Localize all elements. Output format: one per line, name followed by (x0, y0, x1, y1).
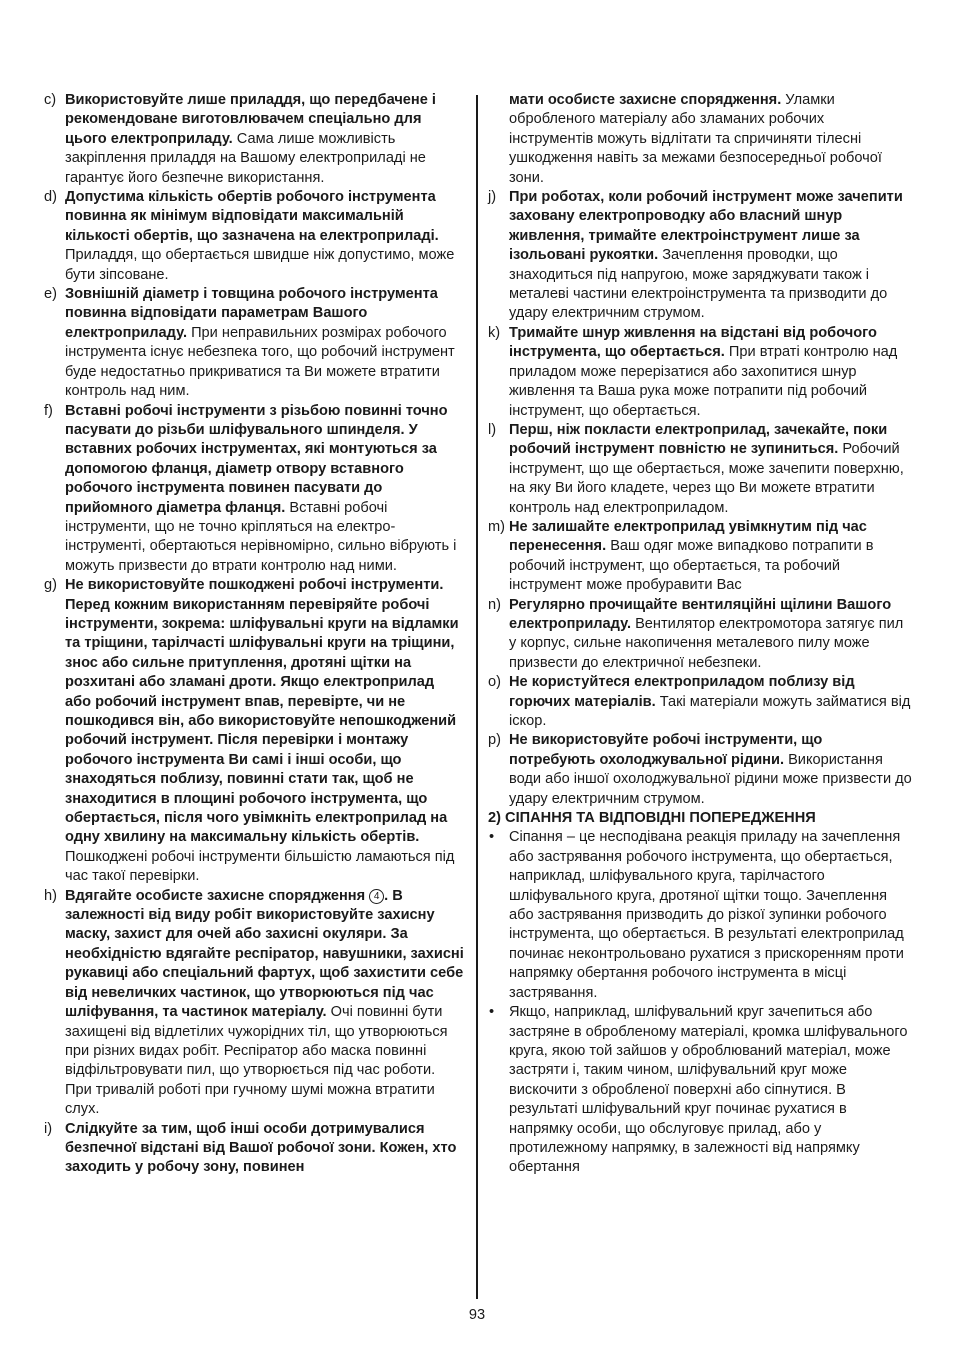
item-label: h) (44, 887, 57, 904)
item-e (44, 285, 464, 401)
item-bold-text: Слідкуйте за тим, щоб інші особи дотримувалися безпечної відстані від Вашої робочої зони. Кожен, хто заходить у робочу зону, повинен (65, 1120, 457, 1176)
bullet-marker: • (489, 1004, 495, 1021)
item-text: Ваш одяг може випадково потрапити в робочий інструмент, що обертається, та робочий інструмент може пробуравити Вас (509, 538, 874, 594)
item-n (488, 596, 912, 674)
item-label: m) (488, 518, 506, 535)
section-heading: 2) СІПАННЯ ТА ВІДПОВІДНІ ПОПЕРЕДЖЕННЯ (488, 810, 816, 827)
item-bold-text: При роботах, коли робочий інструмент може зачепити заховану електропроводку або власний шнур живлення, тримайте електроінструмент лише за ізольовані рукоятки. (509, 189, 903, 264)
item-bold-text: Зовнішній діаметр і товщина робочого інструмента повинна відповідати параметрам Вашого електроприладу. (65, 286, 438, 341)
item-p (488, 731, 912, 809)
item-bold-text: Тримайте шнур живлення на відстані від робочого інструмента, що обертається. (509, 324, 877, 361)
item-bold-text: Не користуйтеся електроприладом поблизу від горючих матеріалів. (509, 674, 855, 710)
bullet-text: Сіпання – це несподівана реакція приладу на зачеплення або застрявання робочого інструмента, що обертається, наприклад, шліфувального круга, тарілчастого шліфувального круга, дротяної щітки тощо. Зачеплення або застрявання призводить до різкої зупинки робочого інструмента, що обертається. В результаті електроприлад починає неконтрольовано рухатися з прискоренням проти напрямку обертання робочого інструмента в місці застрявання. (509, 829, 904, 1001)
item-o (488, 673, 912, 731)
item-label: d) (44, 189, 57, 206)
item-label: f) (44, 402, 53, 419)
item-label: k) (488, 324, 501, 341)
item-bold-text: Не використовуйте робочі інструменти, що потребують охолоджувальної рідини. (509, 732, 823, 768)
item-label: e) (44, 286, 57, 303)
item-label: j) (488, 189, 497, 206)
item-text: Сама лише можливість закріплення приладдя на Вашому електроприладі не гарантує його безпечне використання. (65, 130, 426, 186)
item-bold-text: Не використовуйте пошкоджені робочі інструменти. Перед кожним використанням перевіряйте робочі інструменти, зокрема: шліфувальні круги на відламки та тріщини, тарілчасті шліфувальні круги на тріщини, знос або сильне притуплення, дротяні щітки на розхитані або зламані дроти. Якщо електроприлад або робочий інструмент впав, перевірте, чи не пошкодився він, або використовуйте непошкоджений робочий інструмент. Після перевірки і монтажу робочого інструмента Ви самі і інші особи, що знаходяться поблизу, повинні стати так, щоб не знаходитися в площині робочого інструмента, що обертається, після чого увімкніть електроприлад на одну хвилину на максимальну кількість обертів. (65, 577, 459, 846)
item-i (44, 1120, 464, 1178)
item-text: Уламки обробленого матеріалу або зламаних робочих інструментів можуть відлітати та спричиняти тілесні ушкодження навіть за межами безпосередньої робочої зони. (509, 92, 882, 186)
item-label: o) (488, 674, 501, 691)
item-text: Використання води або іншої охолоджувальної рідини може призвести до удару електричним струмом. (509, 751, 912, 807)
item-bold-text: Регулярно прочищайте вентиляційні щілини Вашого електроприладу. (509, 596, 892, 632)
item-k (488, 324, 912, 421)
item-m (488, 518, 912, 596)
item-label: p) (488, 732, 501, 749)
item-text: Такі матеріали можуть займатися від іскор. (509, 693, 911, 729)
item-bold-text: мати особисте захисне спорядження. (509, 92, 782, 108)
page-number: 93 (468, 1307, 486, 1323)
item-text: Приладдя, що обертається швидше ніж допустимо, може бути зіпсоване. (65, 247, 455, 283)
item-bold-text: Вставні робочі інструменти з різьбою повинні точно пасувати до різьби шліфувального шпинделя. У вставних робочих інструментах, які монтуються за допомогою фланця, діаметр отвору вставного робочого інструмента повинен пасувати до прийомного діаметра фланця. (65, 402, 448, 516)
item-text: При неправильних розмірах робочого інструмента існує небезпека того, що робочий інструмент буде недостатньо прикриватися та Ви можете втратити контроль над ним. (65, 324, 455, 400)
bullet-marker: • (489, 829, 495, 846)
item-label: l) (488, 421, 497, 438)
item-f (44, 402, 464, 577)
item-l (488, 421, 912, 518)
item-label: i) (44, 1120, 53, 1137)
item-bold-text: Вдягайте особисте захисне спорядження (65, 887, 370, 904)
right-column (488, 91, 912, 1178)
item-label: g) (44, 577, 57, 594)
item-bold-text-continued: . В залежності від виду робіт використовуйте захисну маску, захист для очей або захисні окуляри. За необхідністю вдягайте респіратор, навушники, захисні рукавиці або спеціальний фартух, щоб захистити себе від невеличких частинок, що утворюються під час шліфування, та частинок матеріалу. (65, 887, 464, 1021)
item-label: n) (488, 596, 501, 613)
item-bold-text: Не залишайте електроприлад увімкнутим під час перенесення. (509, 518, 867, 555)
item-label: c) (44, 92, 57, 108)
figure-reference-circle: 4 (369, 889, 384, 904)
bullet-text: Якщо, наприклад, шліфувальний круг зачепиться або застряне в обробленому матеріалі, кромка шліфувального круга, якою той зайшов у оброблюваний матеріал, може застряти і, таким чином, шліфувальний круг може вискочити з обробленої поверхні або сіпнутися. В результаті шліфувальний круг починає рухатися в напрямку особи, що обслуговує прилад, або у протилежному напрямку, в залежності від напрямку обертання (509, 1004, 908, 1176)
item-d (44, 188, 464, 285)
item-bold-text: Допустима кількість обертів робочого інструмента повинна як мінімум відповідати максимальній кількості обертів, що зазначена на електроприладі. (65, 189, 439, 244)
bullet-item-1 (488, 828, 912, 1003)
item-h (44, 887, 464, 1120)
left-column (44, 91, 464, 1178)
column-divider (476, 95, 478, 1299)
bullet-item-2 (488, 1003, 912, 1178)
item-text: Зачеплення проводки, що знаходиться під напругою, може заряджувати також і металеві частини електроінструмента та призводити до удару електричним струмом. (509, 247, 888, 322)
item-text: Очі повинні бути захищені від відлетілих чужорідних тіл, що утворюються при різних видах робіт. Респіратор або маска повинні відфільтровувати пил, що утворюється під час роботи. При тривалій роботі при гучному шумі можна втратити слух. (65, 1004, 448, 1118)
item-c (44, 91, 464, 188)
item-text: Пошкоджені робочі інструменти більшістю ламаються під час такої перевірки. (65, 848, 455, 885)
item-g (44, 576, 464, 887)
item-text: Робочий інструмент, що ще обертається, може зачепити поверхню, на яку Ви його кладете, через що Ви можете втратити контроль над електроприладом. (509, 441, 904, 516)
item-text: При втраті контролю над приладом може перерізатися або захопитися шнур живлення та Ваша рука може потрапити під робочий інструмент, що обертається. (509, 344, 898, 419)
item-bold-text: Перш, ніж покласти електроприлад, зачекайте, поки робочий інструмент повністю не зупиниться. (509, 421, 888, 458)
item-bold-text: Використовуйте лише приладдя, що передбачене і рекомендоване виготовлювачем спеціально для цього електроприладу. (65, 92, 436, 147)
item-text: Вентилятор електромотора затягує пил у корпус, сильне накопичення металевого пилу може призвести до електричної небезпеки. (509, 615, 904, 671)
item-i-continued (488, 91, 912, 188)
item-j (488, 188, 912, 324)
item-text: Вставні робочі інструменти, що не точно кріпляться на електро-інструменті, обертаються нерівномірно, сильно вібрують і можуть призвести до втрати контролю над ними. (65, 499, 457, 574)
